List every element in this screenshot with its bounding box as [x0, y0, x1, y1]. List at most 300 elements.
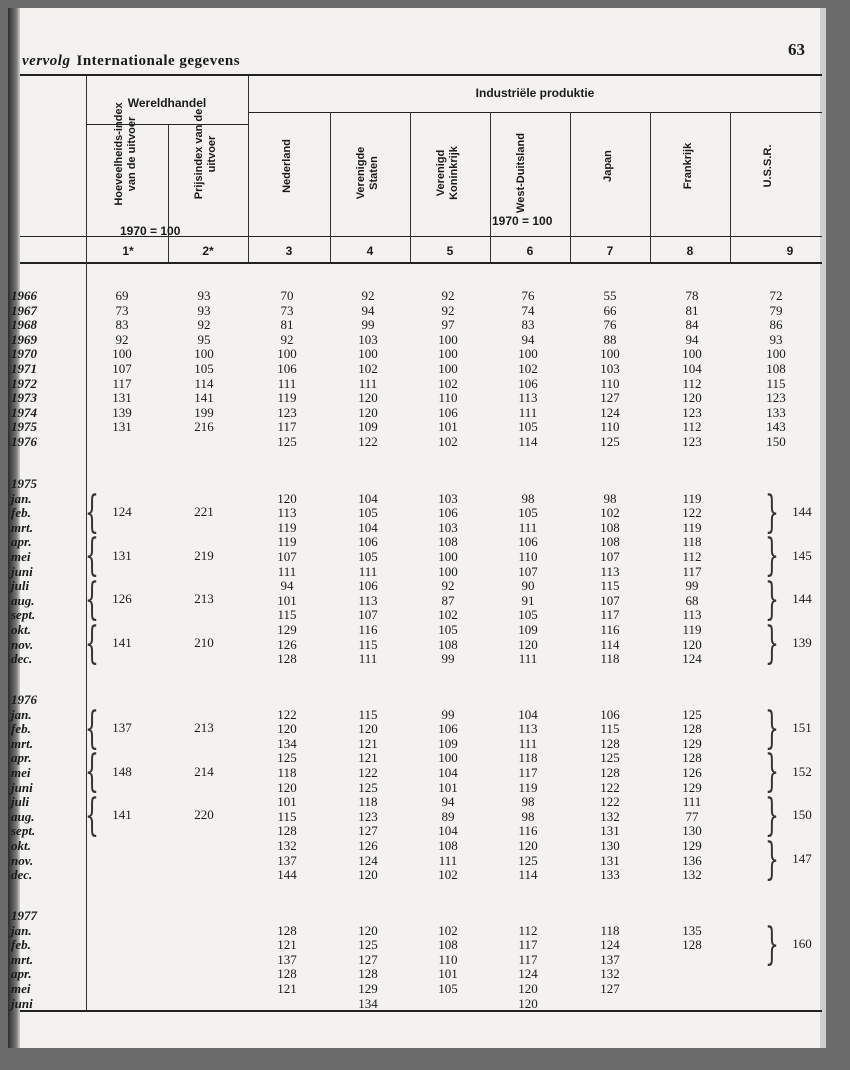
- data-cell: 101: [438, 419, 458, 435]
- month-label: juni: [11, 779, 33, 795]
- data-cell: 127: [600, 390, 620, 406]
- quarter-brace: }: [764, 486, 779, 538]
- data-cell: 150: [766, 434, 786, 449]
- data-cell: 102: [518, 361, 538, 376]
- data-cell: 103: [358, 331, 378, 347]
- col-header-8: Frankrijk: [682, 142, 694, 190]
- data-cell: 103: [438, 490, 458, 506]
- data-cell: 101: [438, 966, 458, 982]
- data-cell: 114: [600, 636, 620, 652]
- data-cell: 111: [358, 651, 378, 667]
- data-cell: 130: [682, 823, 702, 839]
- data-cell: 112: [682, 419, 702, 435]
- data-cell: 118: [518, 750, 538, 766]
- data-cell: 68: [685, 592, 699, 608]
- data-cell: 129: [277, 622, 297, 637]
- data-cell: 117: [518, 951, 538, 967]
- col-number-6: 6: [526, 244, 534, 258]
- data-cell: 73: [115, 302, 129, 318]
- data-cell: 120: [358, 404, 378, 420]
- data-cell: 125: [518, 852, 538, 868]
- data-cell: 124: [600, 937, 620, 953]
- data-cell: 106: [277, 361, 297, 376]
- data-cell: 100: [518, 346, 538, 362]
- data-cell: 136: [682, 852, 702, 868]
- quarter-brace: {: [84, 486, 99, 538]
- header-prefix: vervolg: [22, 53, 71, 69]
- group-industrial-production: Industriële produktie: [475, 86, 595, 100]
- data-cell: 108: [766, 361, 786, 376]
- quarter-brace: {: [84, 530, 99, 582]
- data-cell: 119: [277, 519, 297, 535]
- month-label: feb.: [11, 505, 31, 521]
- month-label: apr.: [11, 966, 32, 982]
- data-cell: 128: [682, 721, 702, 737]
- month-label: mei: [11, 549, 31, 564]
- data-cell: 133: [766, 404, 786, 420]
- data-cell: 74: [521, 302, 535, 318]
- year-label: 1975: [11, 476, 37, 491]
- data-cell: 107: [358, 607, 378, 623]
- year-label: 1974: [11, 404, 37, 420]
- quarter-brace: }: [764, 790, 779, 842]
- data-cell: 105: [358, 549, 378, 564]
- data-cell: 121: [358, 735, 378, 751]
- data-cell: 104: [438, 765, 458, 780]
- month-label: jan.: [11, 922, 32, 938]
- ussr-quarter-cell: 152: [792, 763, 812, 779]
- data-cell: 132: [600, 808, 620, 824]
- col-number-3: 3: [285, 244, 293, 258]
- data-cell: 125: [358, 937, 378, 953]
- data-cell: 109: [358, 419, 378, 435]
- month-label: mrt.: [11, 735, 34, 751]
- data-cell: 111: [518, 735, 538, 751]
- base-note-trade: 1970 = 100: [120, 224, 181, 238]
- running-header: [22, 53, 240, 70]
- data-cell: 112: [518, 922, 538, 938]
- data-cell: 126: [358, 838, 378, 853]
- data-cell: 110: [438, 390, 458, 406]
- col-header-5: Verenigd Koninkrijk: [435, 146, 460, 200]
- quarter-cell: 124: [112, 503, 132, 519]
- page-number: 63: [788, 40, 805, 59]
- data-cell: 120: [358, 867, 378, 883]
- col-header-6: West-Duitsland: [515, 133, 527, 213]
- col-header-9: U.S.S.R.: [762, 144, 774, 188]
- data-cell: 105: [358, 505, 378, 521]
- year-label: 1967: [11, 302, 37, 318]
- data-cell: 116: [600, 622, 620, 637]
- data-cell: 128: [682, 750, 702, 766]
- data-cell: 100: [682, 346, 702, 362]
- quarter-cell: 126: [112, 591, 132, 607]
- month-label: jan.: [11, 490, 32, 506]
- year-label: 1966: [11, 288, 37, 303]
- data-cell: 93: [769, 331, 783, 347]
- data-cell: 123: [277, 404, 297, 420]
- data-cell: 87: [441, 592, 455, 608]
- group-rule: [248, 112, 822, 113]
- data-cell: 76: [521, 288, 535, 303]
- bottom-rule: [20, 1010, 822, 1012]
- col-number-1: 1*: [122, 244, 134, 258]
- data-cell: 128: [600, 735, 620, 751]
- year-label: 1976: [11, 692, 37, 707]
- ussr-quarter-cell: 139: [792, 635, 812, 651]
- data-cell: 112: [682, 549, 702, 564]
- data-cell: 92: [441, 578, 455, 594]
- data-cell: 105: [194, 361, 214, 376]
- data-cell: 99: [441, 651, 455, 667]
- data-cell: 199: [194, 404, 214, 420]
- month-label: sept.: [11, 607, 36, 623]
- quarter-brace: {: [84, 702, 99, 754]
- data-cell: 114: [518, 867, 538, 883]
- data-cell: 77: [685, 808, 699, 824]
- data-cell: 106: [438, 404, 458, 420]
- quarter-brace: }: [764, 702, 779, 754]
- data-cell: 107: [518, 563, 538, 579]
- data-cell: 106: [518, 375, 538, 391]
- data-cell: 94: [361, 302, 375, 318]
- data-cell: 120: [518, 838, 538, 853]
- year-label: 1968: [11, 317, 37, 333]
- data-cell: 104: [682, 361, 702, 376]
- data-cell: 117: [277, 419, 297, 435]
- col-divider-7: [650, 112, 651, 262]
- data-cell: 99: [361, 317, 375, 333]
- data-cell: 106: [358, 578, 378, 594]
- data-cell: 120: [358, 922, 378, 938]
- data-cell: 128: [277, 922, 297, 938]
- col-header-2: Prijsindex van de uitvoer: [193, 108, 218, 200]
- data-cell: 122: [600, 779, 620, 795]
- data-cell: 126: [277, 636, 297, 652]
- data-cell: 129: [682, 779, 702, 795]
- month-label: juni: [11, 563, 33, 579]
- data-cell: 98: [603, 490, 617, 506]
- col-divider-6: [570, 112, 571, 262]
- data-cell: 97: [441, 317, 455, 333]
- data-cell: 103: [600, 361, 620, 376]
- data-cell: 109: [518, 622, 538, 637]
- data-cell: 104: [358, 519, 378, 535]
- data-cell: 120: [518, 995, 538, 1011]
- data-cell: 131: [112, 390, 132, 406]
- data-cell: 100: [438, 361, 458, 376]
- data-cell: 114: [518, 434, 538, 449]
- data-cell: 123: [358, 808, 378, 824]
- data-cell: 111: [682, 794, 702, 810]
- data-cell: 105: [518, 607, 538, 623]
- data-cell: 127: [358, 951, 378, 967]
- data-cell: 117: [518, 937, 538, 953]
- data-cell: 69: [115, 288, 129, 303]
- data-cell: 117: [682, 563, 702, 579]
- col-divider-4: [410, 112, 411, 262]
- data-cell: 92: [115, 331, 129, 347]
- month-label: juli: [11, 578, 30, 594]
- col-divider-5: [490, 112, 491, 262]
- data-cell: 113: [277, 505, 297, 521]
- data-cell: 127: [600, 981, 620, 996]
- year-label: 1975: [11, 419, 37, 435]
- data-cell: 118: [358, 794, 378, 810]
- data-cell: 70: [280, 288, 294, 303]
- data-cell: 129: [358, 981, 378, 996]
- data-cell: 91: [521, 592, 535, 608]
- data-cell: 122: [600, 794, 620, 810]
- base-note-industrial: 1970 = 100: [492, 214, 553, 228]
- data-cell: 86: [769, 317, 783, 333]
- month-label: dec.: [11, 651, 33, 667]
- ussr-quarter-cell: 150: [792, 807, 812, 823]
- data-cell: 125: [358, 779, 378, 795]
- data-cell: 132: [277, 838, 297, 853]
- data-cell: 129: [682, 735, 702, 751]
- data-cell: 114: [194, 375, 214, 391]
- data-cell: 122: [277, 706, 297, 722]
- data-cell: 94: [521, 331, 535, 347]
- data-cell: 132: [682, 867, 702, 883]
- data-cell: 125: [600, 750, 620, 766]
- data-cell: 122: [682, 505, 702, 521]
- data-cell: 66: [603, 302, 617, 318]
- data-cell: 125: [682, 706, 702, 722]
- data-cell: 99: [441, 706, 455, 722]
- data-cell: 90: [521, 578, 535, 594]
- data-cell: 118: [682, 534, 702, 550]
- data-cell: 119: [277, 534, 297, 550]
- col-header-3: Nederland: [281, 139, 293, 193]
- quarter-brace: }: [764, 834, 779, 885]
- data-cell: 113: [600, 563, 620, 579]
- data-cell: 100: [438, 750, 458, 766]
- data-cell: 102: [438, 434, 458, 449]
- ussr-quarter-cell: 160: [792, 935, 812, 951]
- data-cell: 111: [277, 375, 297, 391]
- data-cell: 100: [194, 346, 214, 362]
- data-cell: 120: [682, 390, 702, 406]
- data-cell: 102: [438, 922, 458, 938]
- month-label: nov.: [11, 636, 34, 652]
- quarter-brace: {: [84, 574, 99, 626]
- month-label: okt.: [11, 622, 31, 637]
- data-cell: 107: [600, 549, 620, 564]
- data-cell: 83: [521, 317, 535, 333]
- data-cell: 113: [518, 390, 538, 406]
- data-cell: 108: [438, 937, 458, 953]
- quarter-cell: 137: [112, 719, 132, 735]
- data-cell: 119: [682, 622, 702, 637]
- data-cell: 100: [112, 346, 132, 362]
- month-label: okt.: [11, 838, 31, 853]
- month-label: aug.: [11, 592, 35, 608]
- col-divider-8: [730, 112, 731, 262]
- quarter-brace: }: [764, 574, 779, 626]
- data-cell: 93: [197, 302, 211, 318]
- col-number-4: 4: [366, 244, 374, 258]
- data-cell: 102: [438, 375, 458, 391]
- data-cell: 100: [438, 331, 458, 347]
- data-cell: 98: [521, 808, 535, 824]
- data-cell: 111: [358, 563, 378, 579]
- month-label: nov.: [11, 852, 34, 868]
- data-cell: 94: [280, 578, 294, 594]
- quarter-cell: 148: [112, 763, 132, 779]
- data-cell: 115: [600, 721, 620, 737]
- data-cell: 127: [358, 823, 378, 839]
- data-cell: 102: [438, 607, 458, 623]
- data-cell: 137: [277, 951, 297, 967]
- data-cell: 121: [277, 981, 297, 996]
- data-cell: 111: [518, 404, 538, 420]
- data-cell: 132: [600, 966, 620, 982]
- data-cell: 121: [358, 750, 378, 766]
- quarter-cell: 141: [112, 807, 132, 823]
- data-cell: 106: [438, 721, 458, 737]
- data-cell: 125: [277, 750, 297, 766]
- data-cell: 118: [277, 765, 297, 780]
- ussr-quarter-cell: 151: [792, 719, 812, 735]
- data-cell: 106: [518, 534, 538, 550]
- data-cell: 100: [766, 346, 786, 362]
- col-header-4: Verenigde Staten: [355, 146, 380, 200]
- data-cell: 113: [682, 607, 702, 623]
- data-cell: 106: [600, 706, 620, 722]
- data-cell: 109: [438, 735, 458, 751]
- data-cell: 93: [197, 288, 211, 303]
- data-cell: 143: [766, 419, 786, 435]
- data-cell: 119: [277, 390, 297, 406]
- data-cell: 119: [682, 519, 702, 535]
- data-cell: 122: [358, 434, 378, 449]
- data-cell: 81: [280, 317, 294, 333]
- data-cell: 139: [112, 404, 132, 420]
- data-cell: 115: [277, 808, 297, 824]
- data-cell: 88: [603, 331, 617, 347]
- data-cell: 216: [194, 419, 214, 435]
- data-cell: 101: [277, 592, 297, 608]
- quarter-brace: {: [84, 618, 99, 669]
- col-divider-1: [168, 124, 169, 262]
- colnum-rule: [20, 262, 822, 264]
- data-cell: 81: [685, 302, 699, 318]
- data-cell: 104: [518, 706, 538, 722]
- col-number-8: 8: [686, 244, 694, 258]
- data-cell: 120: [277, 779, 297, 795]
- quarter-brace: }: [764, 746, 779, 798]
- data-cell: 131: [112, 419, 132, 435]
- quarter-cell: 213: [194, 591, 214, 607]
- data-cell: 117: [600, 607, 620, 623]
- data-cell: 110: [438, 951, 458, 967]
- data-cell: 108: [600, 534, 620, 550]
- data-cell: 128: [277, 823, 297, 839]
- trade-group-rule: [86, 124, 248, 125]
- month-label: mrt.: [11, 519, 34, 535]
- data-cell: 122: [358, 765, 378, 780]
- col-number-7: 7: [606, 244, 614, 258]
- data-cell: 115: [277, 607, 297, 623]
- data-cell: 107: [600, 592, 620, 608]
- data-cell: 94: [685, 331, 699, 347]
- data-cell: 128: [600, 765, 620, 780]
- quarter-cell: 220: [194, 807, 214, 823]
- data-cell: 100: [438, 346, 458, 362]
- data-cell: 128: [277, 966, 297, 982]
- data-cell: 123: [682, 404, 702, 420]
- month-label: juni: [11, 995, 33, 1011]
- data-cell: 134: [358, 995, 378, 1011]
- year-label: 1969: [11, 331, 37, 347]
- month-label: mrt.: [11, 951, 34, 967]
- top-rule: [20, 74, 822, 76]
- data-cell: 92: [280, 331, 294, 347]
- quarter-cell: 214: [194, 763, 214, 779]
- data-cell: 102: [600, 505, 620, 521]
- data-cell: 95: [197, 331, 211, 347]
- data-cell: 128: [358, 966, 378, 982]
- data-cell: 105: [518, 419, 538, 435]
- data-cell: 120: [358, 721, 378, 737]
- quarter-cell: 213: [194, 719, 214, 735]
- ussr-quarter-cell: 144: [792, 503, 812, 519]
- quarter-cell: 131: [112, 547, 132, 563]
- data-cell: 115: [358, 636, 378, 652]
- data-cell: 119: [682, 490, 702, 506]
- data-cell: 72: [769, 288, 783, 303]
- year-label: 1972: [11, 375, 37, 391]
- data-cell: 111: [518, 519, 538, 535]
- data-cell: 84: [685, 317, 699, 333]
- data-cell: 120: [358, 390, 378, 406]
- data-cell: 117: [518, 765, 538, 780]
- data-cell: 116: [358, 622, 378, 637]
- data-cell: 103: [438, 519, 458, 535]
- data-cell: 107: [112, 361, 132, 376]
- data-cell: 104: [438, 823, 458, 839]
- data-cell: 126: [682, 765, 702, 780]
- data-cell: 55: [603, 288, 617, 303]
- ussr-quarter-cell: 147: [792, 851, 812, 867]
- quarter-cell: 210: [194, 635, 214, 651]
- data-cell: 76: [603, 317, 617, 333]
- month-label: juli: [11, 794, 30, 810]
- data-cell: 92: [441, 288, 455, 303]
- col-divider-2: [248, 76, 249, 262]
- quarter-brace: }: [764, 530, 779, 582]
- ussr-quarter-cell: 144: [792, 591, 812, 607]
- data-cell: 100: [438, 549, 458, 564]
- data-cell: 121: [277, 937, 297, 953]
- data-cell: 116: [518, 823, 538, 839]
- data-cell: 98: [521, 794, 535, 810]
- year-label: 1971: [11, 361, 37, 376]
- data-cell: 102: [358, 361, 378, 376]
- data-cell: 123: [682, 434, 702, 449]
- data-cell: 118: [600, 651, 620, 667]
- data-cell: 73: [280, 302, 294, 318]
- data-cell: 137: [600, 951, 620, 967]
- data-cell: 115: [600, 578, 620, 594]
- data-cell: 144: [277, 867, 297, 883]
- col-number-2: 2*: [202, 244, 214, 258]
- month-label: mei: [11, 765, 31, 780]
- quarter-brace: {: [84, 790, 99, 842]
- data-cell: 125: [600, 434, 620, 449]
